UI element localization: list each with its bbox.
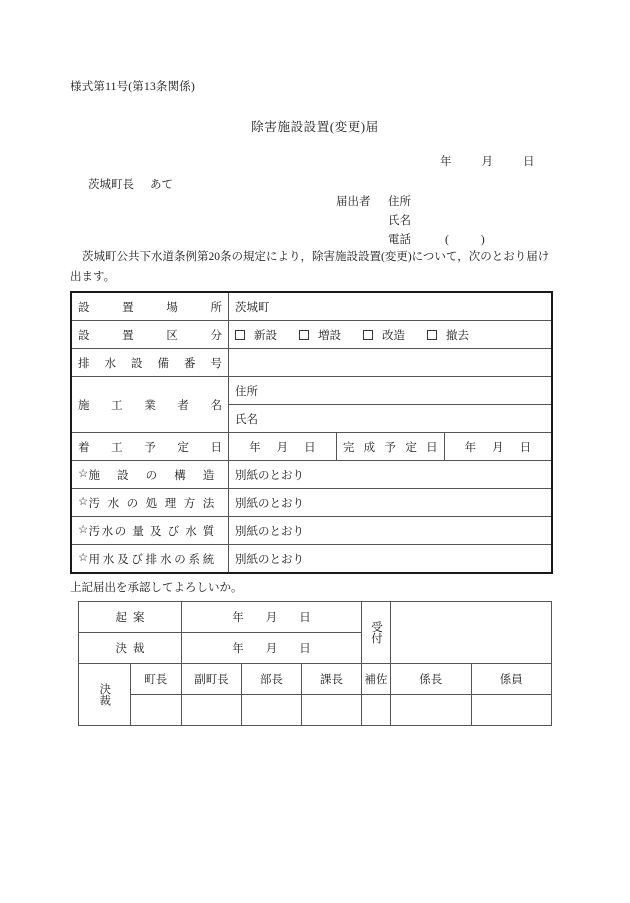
- label-draft: 起案: [79, 602, 182, 633]
- label-text-treatment-method: 汚 水 の 処 理 方 法: [88, 497, 215, 510]
- stamp-cell-subsection-chief[interactable]: [391, 695, 472, 726]
- addressee-name: 茨城町長: [88, 179, 134, 191]
- checkbox-icon-new[interactable]: [235, 330, 245, 340]
- stamp-cell-staff[interactable]: [471, 695, 552, 726]
- draft-date-day: 日: [299, 612, 311, 624]
- checkbox-option-remodel[interactable]: [363, 327, 405, 343]
- value-water-system: 別紙のとおり: [229, 545, 553, 574]
- role-header-deputy-mayor: 副町長: [182, 664, 242, 695]
- label-water-quality: [71, 517, 229, 545]
- installation-type-options: [229, 321, 553, 349]
- table-row-schedule: [71, 433, 552, 461]
- star-icon-system: ☆: [78, 552, 89, 565]
- star-icon-quality: ☆: [78, 524, 89, 537]
- completion-date-month: 月: [492, 441, 504, 454]
- label-facility-structure: [71, 461, 229, 489]
- label-decision: [79, 664, 131, 726]
- table-row-installation-type: [71, 321, 552, 349]
- form-number: 様式第11号(第13条関係): [70, 81, 196, 93]
- addressee: [88, 176, 173, 192]
- document-title: 除害施設設置(変更)届: [251, 120, 379, 134]
- checkbox-label-removal: 撤去: [446, 329, 469, 342]
- checkbox-option-removal[interactable]: [427, 327, 469, 343]
- approval-question: 上記届出を承認してよろしいか。: [70, 582, 243, 594]
- label-drainage-number: 排 水 設 備 番 号: [71, 349, 229, 377]
- star-icon-structure: ☆: [78, 468, 89, 481]
- decision-date-year: 年: [232, 643, 244, 655]
- submitter-block: [336, 193, 485, 250]
- checkbox-label-expand: 増設: [318, 329, 341, 342]
- value-decision-date[interactable]: [182, 633, 362, 664]
- checkbox-icon-expand[interactable]: [299, 330, 309, 340]
- role-header-staff: 係員: [471, 664, 552, 695]
- submitter-phone-label: 電話: [388, 234, 411, 246]
- value-completion-date[interactable]: [444, 433, 552, 461]
- draft-date-month: 月: [265, 612, 278, 624]
- submitter-label: 届出者: [336, 196, 371, 208]
- value-treatment-method: 別紙のとおり: [229, 489, 553, 517]
- submitter-name-label: 氏名: [388, 215, 411, 227]
- approval-row-draft: [79, 602, 552, 633]
- label-receipt: [362, 602, 391, 664]
- approval-row-stamps: [79, 695, 552, 726]
- value-start-date[interactable]: [229, 433, 337, 461]
- table-row-water-system: [71, 545, 552, 574]
- start-date-year: 年: [249, 441, 261, 454]
- role-header-subsection-chief: 係長: [391, 664, 472, 695]
- table-row-water-quality: [71, 517, 552, 545]
- checkbox-option-new[interactable]: [235, 327, 277, 343]
- contractor-address-label: 住所: [235, 385, 258, 398]
- label-treatment-method: [71, 489, 229, 517]
- label-text-facility-structure: 施 設 の 構 造: [88, 469, 215, 482]
- receipt-inner: [364, 602, 388, 663]
- label-text-water-system: 用水及び排水の系統: [88, 553, 215, 566]
- body-paragraph: 茨城町公共下水道条例第20条の規定により，除害施設設置(変更)について，次のとおり届け出ます。: [70, 251, 550, 283]
- approval-table: [78, 601, 552, 726]
- role-header-section-chief: 課長: [302, 664, 362, 695]
- start-date-month: 月: [276, 441, 289, 454]
- approval-row-roles: [79, 664, 552, 695]
- submission-date-line: [440, 153, 535, 169]
- submitter-name-row: [336, 212, 485, 231]
- table-row-contractor-address: [71, 377, 552, 405]
- role-header-department-chief: 部長: [242, 664, 302, 695]
- table-row-facility-structure: [71, 461, 552, 489]
- application-table: [70, 291, 553, 574]
- completion-date-day: 日: [519, 441, 532, 454]
- date-year-label: 年: [440, 156, 452, 168]
- checkbox-option-expand[interactable]: [299, 327, 341, 343]
- table-row-installation-place: [71, 292, 552, 321]
- checkbox-icon-remodel[interactable]: [363, 330, 373, 340]
- table-row-treatment-method: [71, 489, 552, 517]
- value-receipt[interactable]: [391, 602, 552, 664]
- date-month-label: 月: [481, 156, 493, 168]
- contractor-name-label: 氏名: [235, 413, 258, 426]
- label-installation-place: 設 置 場 所: [71, 292, 229, 321]
- addressee-suffix: あて: [150, 179, 173, 191]
- submitter-address-row: [336, 193, 485, 212]
- stamp-cell-assistant[interactable]: [362, 695, 391, 726]
- stamp-cell-section-chief[interactable]: [302, 695, 362, 726]
- decision-date-month: 月: [265, 643, 278, 655]
- contractor-address-cell[interactable]: [229, 377, 553, 405]
- checkbox-label-new: 新設: [254, 329, 277, 342]
- label-completion-date: 完 成 予 定 日: [336, 433, 444, 461]
- label-text-water-quality: 汚水の 量 及 び 水 質: [88, 525, 215, 538]
- date-day-label: 日: [523, 156, 535, 168]
- contractor-name-cell[interactable]: [229, 405, 553, 433]
- value-installation-place: 茨城町: [229, 292, 553, 321]
- label-installation-type: 設 置 区 分: [71, 321, 229, 349]
- value-facility-structure: 別紙のとおり: [229, 461, 553, 489]
- decision-inner: [81, 664, 128, 725]
- table-row-drainage-number: [71, 349, 552, 377]
- decision-label-text: 決裁: [98, 683, 111, 706]
- draft-date-year: 年: [232, 612, 244, 624]
- completion-date-year: 年: [464, 441, 477, 454]
- label-water-system: [71, 545, 229, 574]
- paren-open: (: [445, 234, 449, 246]
- stamp-cell-deputy-mayor[interactable]: [182, 695, 242, 726]
- start-date-day: 日: [304, 441, 316, 454]
- value-water-quality: 別紙のとおり: [229, 517, 553, 545]
- decision-date-day: 日: [299, 643, 311, 655]
- value-drainage-number[interactable]: [229, 349, 553, 377]
- value-draft-date[interactable]: [182, 602, 362, 633]
- role-header-mayor: 町長: [130, 664, 182, 695]
- receipt-label-text: 受付: [370, 621, 383, 644]
- stamp-cell-department-chief[interactable]: [242, 695, 302, 726]
- checkbox-icon-removal[interactable]: [427, 330, 437, 340]
- paren-close: ): [480, 234, 485, 246]
- label-decision-date: 決裁: [79, 633, 182, 664]
- label-start-date: 着 工 予 定 日: [71, 433, 229, 461]
- checkbox-label-remodel: 改造: [382, 329, 405, 342]
- stamp-cell-mayor[interactable]: [130, 695, 182, 726]
- role-header-assistant: 補佐: [362, 664, 391, 695]
- submitter-address-label: 住所: [388, 196, 411, 208]
- label-contractor: 施 工 業 者 名: [71, 377, 229, 433]
- star-icon-treatment: ☆: [78, 496, 89, 509]
